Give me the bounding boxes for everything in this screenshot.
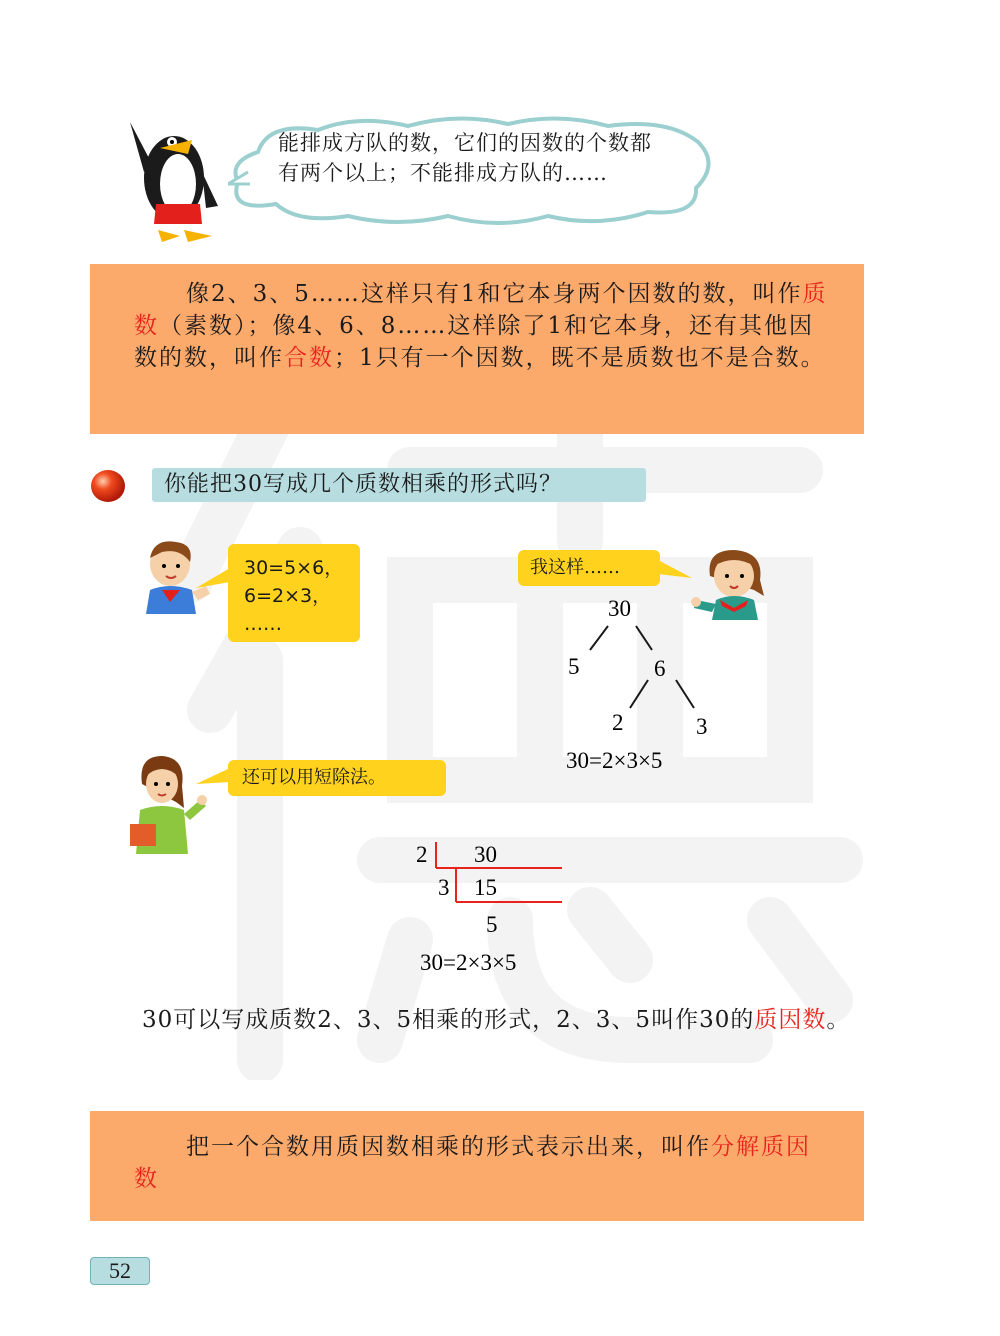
def1-text-a: 像2、3、5……这样只有1和它本身两个因数的数，叫作 <box>186 281 803 307</box>
teacher-bubble-tail <box>196 768 230 790</box>
division-quotient: 5 <box>486 912 498 937</box>
term-composite: 合数 <box>284 345 334 371</box>
body-text-a: 30可以写成质数2、3、5相乘的形式，2、3、5叫作30的 <box>142 1007 755 1033</box>
tree-right1: 6 <box>654 656 666 681</box>
definition-prime-composite <box>90 264 864 434</box>
division-number2: 15 <box>474 875 497 900</box>
term-prime: 质数 <box>134 281 828 339</box>
short-division <box>410 838 580 978</box>
tree-right2: 3 <box>696 714 708 739</box>
prime-factor-explanation <box>96 1004 876 1036</box>
page-number: 52 <box>90 1257 150 1285</box>
division-divisor2: 3 <box>438 875 450 900</box>
penguin-speech-line2: 有两个以上；不能排成方队的…… <box>278 161 608 185</box>
red-ball-icon <box>90 469 126 503</box>
division-number1: 30 <box>474 842 497 867</box>
body-text-b: 。 <box>826 1007 851 1033</box>
girl-bubble-tail <box>658 560 692 582</box>
boy-line2: 6=2×3， <box>244 585 332 607</box>
term-prime-factor: 质因数 <box>754 1007 827 1033</box>
division-divisor1: 2 <box>416 842 428 867</box>
penguin-illustration <box>122 112 226 246</box>
tree-left2: 2 <box>612 710 624 735</box>
question-banner: 你能把30写成几个质数相乘的形式吗？ <box>152 468 646 502</box>
def1-text-b: （素数）；像4、6、8……这样除了1和它本身，还有其他因数的数，叫作 <box>134 313 815 371</box>
boy-speech-bubble <box>228 544 360 642</box>
girl-speech-bubble: 我这样…… <box>518 550 660 586</box>
def1-text-c: ；1只有一个因数，既不是质数也不是合数。 <box>334 345 826 371</box>
penguin-speech <box>278 128 698 188</box>
tree-root: 30 <box>608 596 631 621</box>
boy-line1: 30=5×6， <box>244 557 344 579</box>
boy-line3: …… <box>244 613 282 635</box>
division-result: 30=2×3×5 <box>420 950 517 975</box>
definition-prime-factorization <box>90 1111 864 1221</box>
tree-left1: 5 <box>568 654 580 679</box>
def2-text: 把一个合数用质因数相乘的形式表示出来，叫作 <box>186 1134 711 1160</box>
tree-result: 30=2×3×5 <box>566 748 663 773</box>
teacher-speech-bubble: 还可以用短除法。 <box>228 760 446 796</box>
penguin-speech-line1: 能排成方队的数，它们的因数的个数都 <box>278 131 652 155</box>
boy-bubble-tail <box>196 568 230 592</box>
factor-tree <box>560 592 730 777</box>
term-factorization: 分解质因数 <box>134 1134 811 1192</box>
